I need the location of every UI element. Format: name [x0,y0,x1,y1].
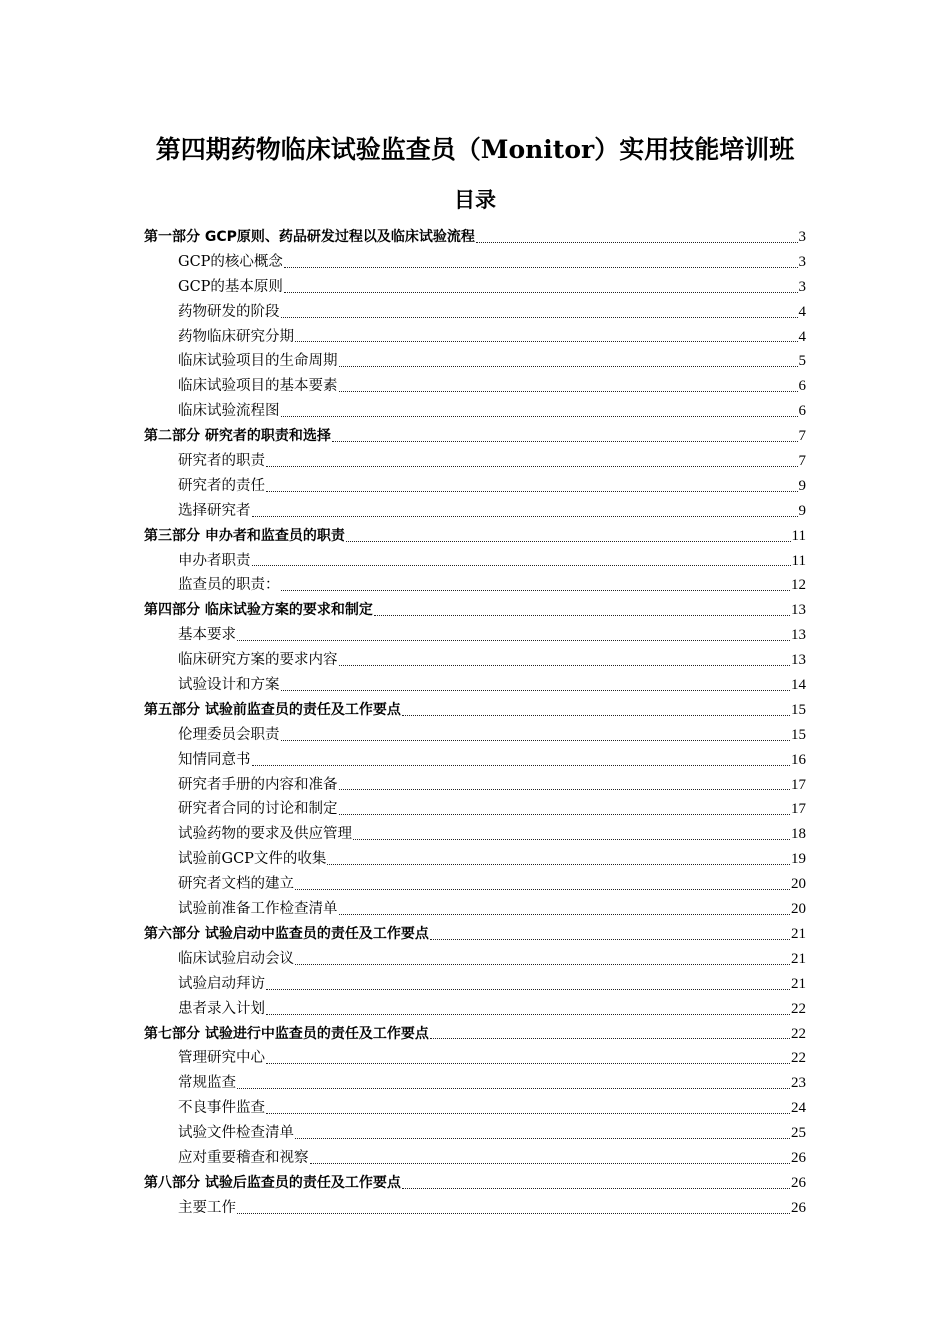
toc-dot-leader [237,1212,790,1214]
toc-subsection-entry[interactable] [144,723,806,748]
toc-page-number: 7 [798,453,806,470]
toc-dot-leader [353,838,790,840]
toc-subsection-entry[interactable] [144,449,806,474]
toc-dot-leader [252,515,798,517]
toc-entry-label: 基本要求 [178,627,236,644]
toc-dot-leader [339,390,798,392]
toc-page-number: 5 [798,353,806,370]
toc-subsection-entry[interactable] [144,499,806,524]
toc-page-number: 9 [798,502,806,519]
toc-section-entry[interactable] [144,225,806,250]
toc-subsection-entry[interactable] [144,623,806,648]
toc-dot-leader [281,316,798,318]
toc-dot-leader [402,714,790,716]
toc-entry-label: 研究者手册的内容和准备 [178,776,338,793]
toc-entry-label: 监查员的职责： [178,577,280,594]
toc-dot-leader [430,1037,790,1039]
toc-entry-label: 应对重要稽查和视察 [178,1149,309,1166]
toc-entry-label: 临床试验流程图 [178,403,280,420]
toc-entry-label: GCP的基本原则 [178,278,283,295]
toc-subsection-entry[interactable] [144,648,806,673]
toc-dot-leader [281,689,791,691]
toc-page-number: 14 [791,677,806,694]
toc-subsection-entry[interactable] [144,897,806,922]
toc-page-number: 6 [798,403,806,420]
toc-dot-leader [295,1137,790,1139]
toc-page-number: 13 [791,602,806,619]
toc-page-number: 6 [798,378,806,395]
toc-dot-leader [281,739,791,741]
toc-entry-label: 常规监查 [178,1075,236,1092]
toc-entry-label: 第五部分 试验前监查员的责任及工作要点 [144,701,401,718]
toc-subsection-entry[interactable] [144,250,806,275]
toc-subsection-entry[interactable] [144,374,806,399]
toc-entry-label: 伦理委员会职责 [178,726,280,743]
toc-page-number: 23 [791,1075,806,1092]
toc-dot-leader [295,340,798,342]
toc-entry-label: 临床试验启动会议 [178,950,294,967]
toc-entry-label: 药物临床研究分期 [178,328,294,345]
toc-entry-label: 知情同意书 [178,751,251,768]
toc-page-number: 24 [791,1100,806,1117]
toc-page-number: 21 [791,975,806,992]
toc-section-entry[interactable] [144,524,806,549]
toc-subsection-entry[interactable] [144,573,806,598]
toc-subsection-entry[interactable] [144,872,806,897]
toc-page-number: 22 [791,1050,806,1067]
toc-dot-leader [266,490,798,492]
toc-dot-leader [237,1087,790,1089]
toc-dot-leader [476,241,798,243]
toc-dot-leader [266,1013,790,1015]
toc-subsection-entry[interactable] [144,399,806,424]
toc-entry-label: 药物研发的阶段 [178,303,280,320]
toc-entry-label: 临床研究方案的要求内容 [178,652,338,669]
toc-section-entry[interactable] [144,1171,806,1196]
toc-subsection-entry[interactable] [144,748,806,773]
toc-page-number: 21 [791,950,806,967]
toc-page-number: 16 [791,751,806,768]
toc-subsection-entry[interactable] [144,1121,806,1146]
toc-dot-leader [266,988,790,990]
toc-subsection-entry[interactable] [144,997,806,1022]
toc-page-number: 20 [791,901,806,918]
toc-entry-label: 研究者的职责 [178,453,265,470]
toc-subsection-entry[interactable] [144,797,806,822]
toc-page-number: 25 [791,1125,806,1142]
toc-page-number: 7 [798,428,806,445]
toc-subsection-entry[interactable] [144,1146,806,1171]
table-of-contents [144,225,806,1221]
toc-dot-leader [295,888,790,890]
toc-entry-label: 第三部分 申办者和监查员的职责 [144,527,345,544]
toc-dot-leader [327,863,790,865]
toc-entry-label: 不良事件监查 [178,1100,265,1117]
toc-section-entry[interactable] [144,1022,806,1047]
document-title: 第四期药物临床试验监查员（Monitor）实用技能培训班 [155,135,795,164]
toc-page-number: 26 [791,1174,806,1191]
toc-entry-label: 第八部分 试验后监查员的责任及工作要点 [144,1174,401,1191]
toc-page-number: 4 [798,328,806,345]
toc-entry-label: 试验文件检查清单 [178,1125,294,1142]
toc-page-number: 20 [791,876,806,893]
toc-page-number: 13 [791,627,806,644]
toc-subsection-entry[interactable] [144,549,806,574]
toc-entry-label: 研究者文档的建立 [178,876,294,893]
toc-dot-leader [339,913,791,915]
toc-page-number: 17 [791,776,806,793]
toc-entry-label: 试验启动拜访 [178,975,265,992]
toc-section-entry[interactable] [144,922,806,947]
toc-subsection-entry[interactable] [144,773,806,798]
toc-dot-leader [374,614,790,616]
toc-dot-leader [281,415,798,417]
toc-subsection-entry[interactable] [144,673,806,698]
toc-section-entry[interactable] [144,698,806,723]
toc-entry-label: 第七部分 试验进行中监查员的责任及工作要点 [144,1025,429,1042]
toc-dot-leader [339,664,791,666]
toc-dot-leader [266,1112,790,1114]
toc-dot-leader [295,963,790,965]
toc-page-number: 17 [791,801,806,818]
toc-page-number: 19 [791,851,806,868]
toc-entry-label: 试验前GCP文件的收集 [178,851,327,868]
toc-dot-leader [266,465,798,467]
toc-dot-leader [237,639,790,641]
toc-entry-label: 患者录入计划 [178,1000,265,1017]
toc-dot-leader [284,266,798,268]
toc-entry-label: 第二部分 研究者的职责和选择 [144,428,331,445]
toc-entry-label: 管理研究中心 [178,1050,265,1067]
toc-entry-label: 试验前准备工作检查清单 [178,901,338,918]
toc-entry-label: 临床试验项目的基本要素 [178,378,338,395]
toc-page-number: 9 [798,477,806,494]
toc-dot-leader [284,291,798,293]
toc-page-number: 15 [791,701,806,718]
toc-entry-label: 主要工作 [178,1199,236,1216]
toc-entry-label: 研究者的责任 [178,477,265,494]
toc-page-number: 3 [798,253,806,270]
toc-page-number: 11 [791,552,806,569]
toc-page-number: 13 [791,652,806,669]
toc-entry-label: 第一部分 GCP原则、药品研发过程以及临床试验流程 [144,229,475,245]
toc-subsection-entry[interactable] [144,822,806,847]
toc-entry-label: 第六部分 试验启动中监查员的责任及工作要点 [144,925,429,942]
toc-dot-leader [266,1062,790,1064]
toc-page-number: 3 [798,278,806,295]
toc-subsection-entry[interactable] [144,1196,806,1221]
toc-dot-leader [346,540,791,542]
toc-section-entry[interactable] [144,598,806,623]
toc-page-number: 15 [791,726,806,743]
toc-dot-leader [281,589,791,591]
toc-entry-label: 临床试验项目的生命周期 [178,353,338,370]
toc-entry-label: 研究者合同的讨论和制定 [178,801,338,818]
toc-dot-leader [402,1187,790,1189]
toc-dot-leader [430,938,790,940]
toc-entry-label: 申办者职责 [178,552,251,569]
toc-page-number: 11 [791,527,806,544]
toc-entry-label: 选择研究者 [178,502,251,519]
toc-entry-label: GCP的核心概念 [178,253,283,270]
toc-subsection-entry[interactable] [144,972,806,997]
toc-page-number: 4 [798,303,806,320]
toc-page-number: 12 [791,577,806,594]
toc-dot-leader [252,564,791,566]
toc-subsection-entry[interactable] [144,349,806,374]
toc-subsection-entry[interactable] [144,1046,806,1071]
toc-subsection-entry[interactable] [144,1096,806,1121]
toc-subsection-entry[interactable] [144,947,806,972]
toc-page-number: 18 [791,826,806,843]
toc-heading: 目录 [454,188,496,212]
toc-page-number: 21 [791,925,806,942]
toc-dot-leader [339,365,798,367]
toc-entry-label: 试验设计和方案 [178,677,280,694]
toc-subsection-entry[interactable] [144,474,806,499]
toc-dot-leader [339,813,791,815]
toc-entry-label: 第四部分 临床试验方案的要求和制定 [144,602,373,619]
toc-page-number: 22 [791,1000,806,1017]
toc-dot-leader [339,788,791,790]
toc-page-number: 3 [798,229,806,245]
toc-subsection-entry[interactable] [144,325,806,350]
toc-dot-leader [310,1162,791,1164]
toc-entry-label: 试验药物的要求及供应管理 [178,826,352,843]
toc-subsection-entry[interactable] [144,1071,806,1096]
toc-subsection-entry[interactable] [144,300,806,325]
toc-subsection-entry[interactable] [144,275,806,300]
toc-page-number: 22 [791,1025,806,1042]
toc-page-number: 26 [791,1149,806,1166]
toc-section-entry[interactable] [144,424,806,449]
toc-dot-leader [252,764,791,766]
toc-subsection-entry[interactable] [144,847,806,872]
toc-dot-leader [332,440,798,442]
toc-page-number: 26 [791,1199,806,1216]
